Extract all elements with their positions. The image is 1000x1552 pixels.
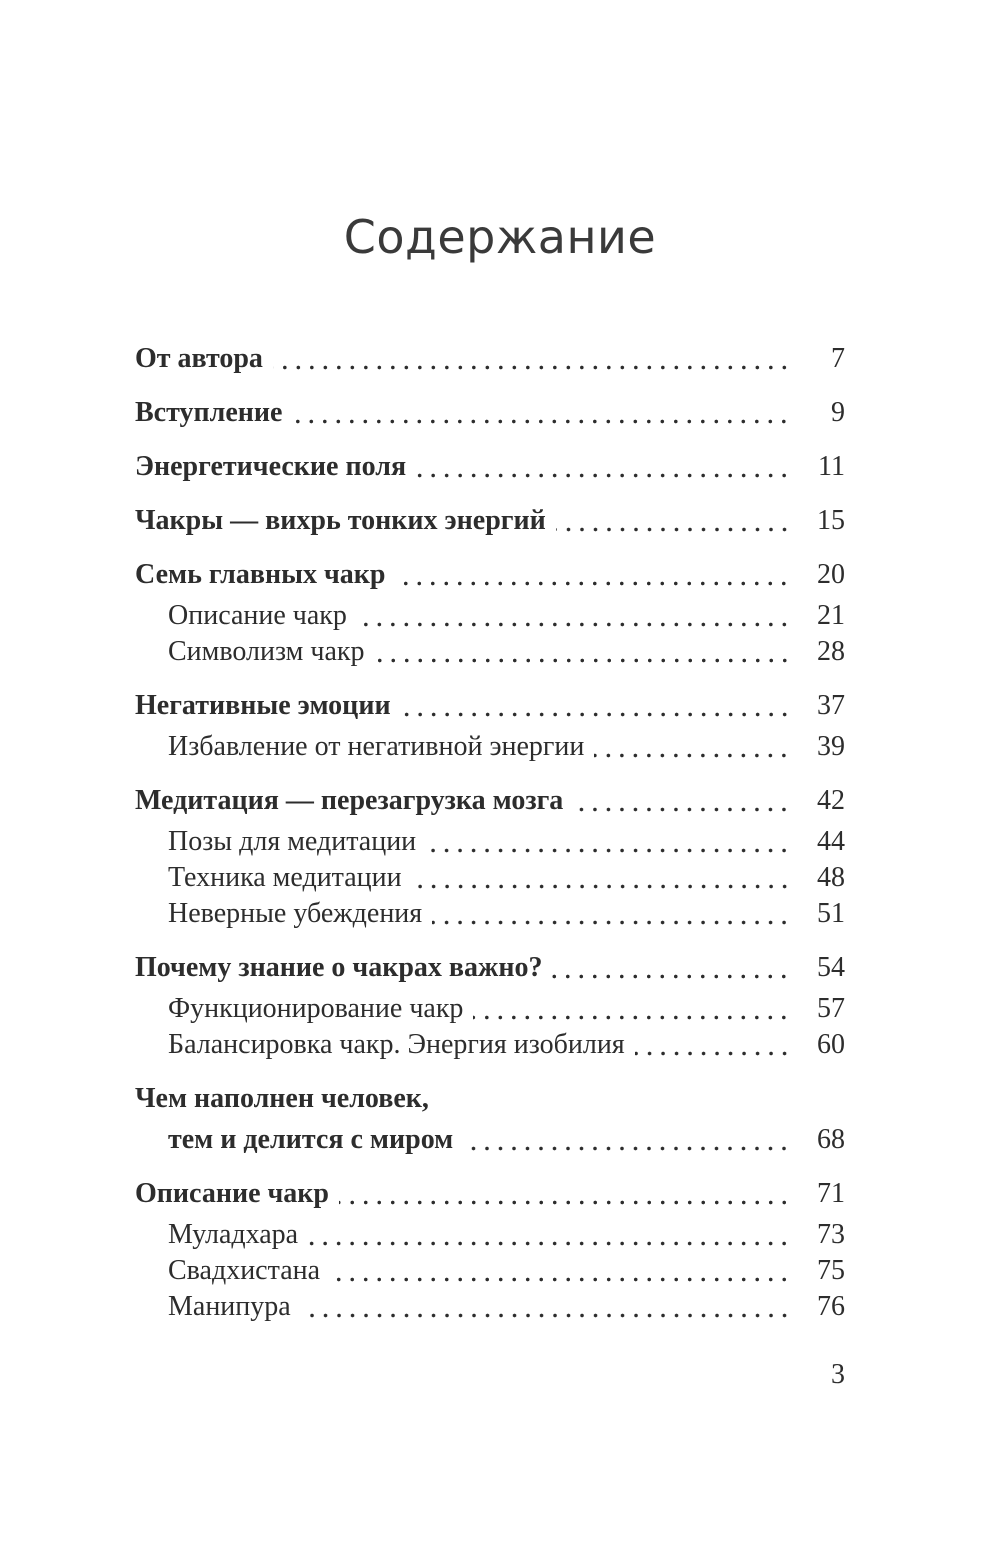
toc-entry-label: Техника медитации	[168, 862, 402, 893]
toc-entry-page: 11	[818, 451, 845, 482]
toc-entry	[135, 503, 845, 539]
dot-leader	[635, 1051, 791, 1056]
toc-entry-page: 71	[817, 1178, 845, 1209]
toc-entry	[135, 1253, 845, 1289]
toc-entry-label: Свадхистана	[168, 1255, 321, 1286]
dot-leader	[292, 419, 791, 424]
toc-entry	[135, 1122, 845, 1158]
toc-entry	[135, 557, 845, 593]
toc-entry-label: Балансировка чакр. Энергия изобилия	[168, 1029, 625, 1060]
toc-entry-page: 54	[817, 952, 845, 983]
toc-entry-label: Энергетические поля	[135, 451, 407, 482]
toc-entry-label: Медитация — перезагрузка мозга	[135, 785, 564, 816]
toc-entry-label: Манипура	[168, 1291, 291, 1322]
toc-entry	[135, 824, 845, 860]
toc-entry-page: 44	[817, 826, 845, 857]
toc-entry-label: Избавление от негативной энергии	[168, 731, 585, 762]
dot-leader	[463, 1146, 791, 1151]
page-number: 3	[831, 1359, 845, 1390]
toc-entry-page: 42	[817, 785, 845, 816]
toc-entry	[135, 598, 845, 634]
toc-entry-label: Семь главных чакр	[135, 559, 386, 590]
toc-entry-page: 76	[817, 1291, 845, 1322]
dot-leader	[339, 1200, 791, 1205]
toc-entry-page: 15	[817, 505, 845, 536]
dot-leader	[573, 807, 791, 812]
toc-entry	[135, 634, 845, 670]
toc-entry-page: 37	[817, 690, 845, 721]
toc-entry-label: Неверные убеждения	[168, 898, 423, 929]
toc-entry	[135, 950, 845, 986]
toc-entry-page: 20	[817, 559, 845, 590]
toc-entry	[135, 688, 845, 724]
toc-entry-page: 68	[817, 1124, 845, 1155]
dot-leader	[395, 581, 791, 586]
dot-leader	[556, 527, 791, 532]
toc-entry-label: Описание чакр	[168, 600, 347, 631]
toc-entry-page: 9	[831, 397, 845, 428]
toc-entry	[135, 729, 845, 765]
toc-entry	[135, 1081, 845, 1117]
toc-entry-page: 48	[817, 862, 845, 893]
toc-entry-page: 21	[817, 600, 845, 631]
toc-entry-label: Вступление	[135, 397, 283, 428]
toc-entry	[135, 1289, 845, 1325]
toc-entry-label: Символизм чакр	[168, 636, 365, 667]
dot-leader	[412, 884, 791, 889]
dot-leader	[594, 753, 791, 758]
toc-entry	[135, 860, 845, 896]
toc-entry	[135, 896, 845, 932]
dot-leader	[375, 658, 792, 663]
toc-entry-page: 51	[817, 898, 845, 929]
toc-entry	[135, 341, 845, 377]
toc-entry	[135, 1027, 845, 1063]
toc-entry-page: 75	[817, 1255, 845, 1286]
toc-entry	[135, 449, 845, 485]
dot-leader	[401, 712, 791, 717]
toc-entry	[135, 1176, 845, 1212]
toc-entry-label: Муладхара	[168, 1219, 299, 1250]
toc-list	[135, 341, 845, 1325]
toc-entry-page: 57	[817, 993, 845, 1024]
dot-leader	[308, 1241, 791, 1246]
dot-leader	[432, 920, 791, 925]
toc-entry-label: Описание чакр	[135, 1178, 330, 1209]
toc-entry-page: 73	[817, 1219, 845, 1250]
dot-leader	[426, 848, 791, 853]
toc-entry	[135, 395, 845, 431]
toc-entry-page: 39	[817, 731, 845, 762]
toc-entry-label: От автора	[135, 343, 263, 374]
toc-entry-label: Почему знание о чакрах важно?	[135, 952, 543, 983]
dot-leader	[273, 365, 791, 370]
toc-entry-page: 28	[817, 636, 845, 667]
toc-entry-page: 7	[831, 343, 845, 374]
toc-entry-label: Чакры — вихрь тонких энергий	[135, 505, 546, 536]
dot-leader	[301, 1313, 791, 1318]
dot-leader	[439, 1105, 791, 1110]
dot-leader	[357, 622, 791, 627]
toc-entry-label: Негативные эмоции	[135, 690, 391, 721]
toc-entry-label: Чем наполнен человек,	[135, 1083, 429, 1114]
toc-entry-label: тем и делится с миром	[168, 1124, 454, 1155]
toc-entry-label: Функционирование чакр	[168, 993, 464, 1024]
page-title: Содержание	[343, 210, 657, 264]
toc-entry-page: 60	[817, 1029, 845, 1060]
dot-leader	[330, 1277, 791, 1282]
dot-leader	[473, 1015, 791, 1020]
toc-entry	[135, 783, 845, 819]
toc-entry-label: Позы для медитации	[168, 826, 417, 857]
dot-leader	[552, 974, 791, 979]
toc-entry	[135, 991, 845, 1027]
toc-entry	[135, 1217, 845, 1253]
dot-leader	[416, 473, 791, 478]
